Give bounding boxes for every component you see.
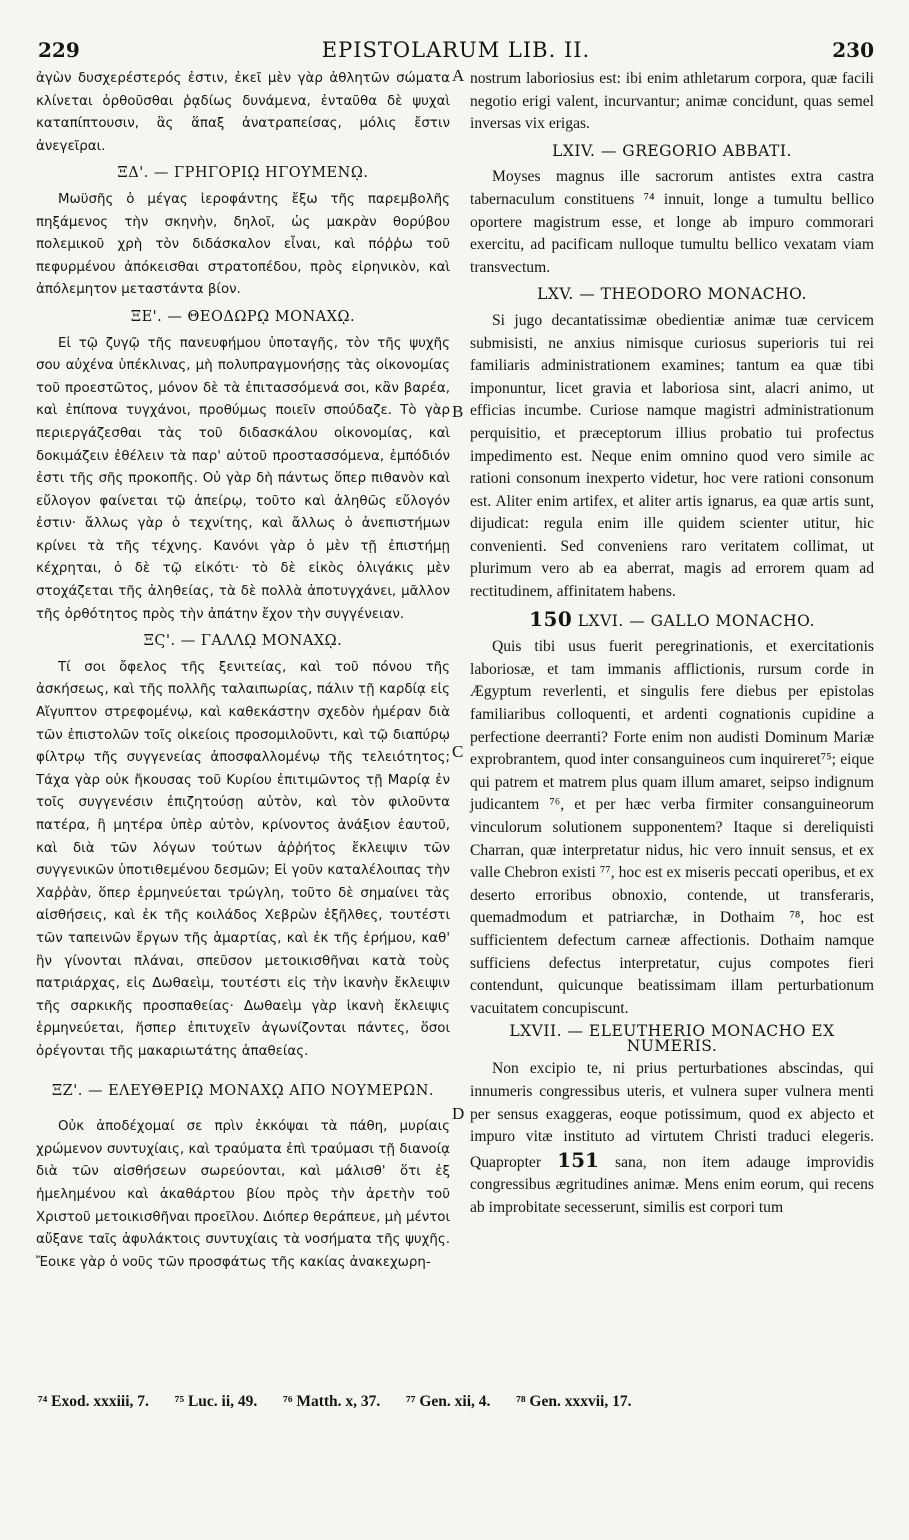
greek-paragraph-continuation: ἀγὼν δυσχερέστερός ἐστιν, ἐκεῖ μὲν γὰρ ἀθλητῶν σώματα κλίνεται ὀρθοῦσθαι ῥᾳδίως δυνάμενα, ἐνταῦθα δὲ ψυχαὶ καταπίπτουσιν, ἃς ἅπαξ ἀνατραπείσας, μόλις ἔστιν ἀνεγεῖραι.: [36, 71, 450, 154]
margin-marker-d: D: [452, 1104, 465, 1123]
migne-column-number-150: 150: [529, 606, 573, 631]
latin-heading-66-line: [470, 608, 874, 633]
page-number-left: 229: [38, 38, 80, 62]
footnote-75: ⁷⁵ Luc. ii, 49.: [174, 1393, 258, 1410]
greek-column: [36, 68, 450, 1274]
latin-heading-66: LXVI. — GALLO MONACHO.: [577, 611, 815, 630]
latin-paragraph-67: [470, 1058, 874, 1219]
greek-heading-64: ΞΔ'. — ΓΡΗΓΟΡΙῼ ΗΓΟΥΜΕΝῼ.: [117, 165, 369, 182]
latin-paragraph-64: Moyses magnus ille sacrorum antistes extra castra tabernaculum constituens ⁷⁴ innuit, longe a tumultu bellico oportere magistrum esse, et longe ab impuro commorari exercitu, ad pacificam nulloque tumultu bellico vexatam viam transvectum.: [470, 168, 874, 276]
greek-paragraph-66: Τί σοι ὄφελος τῆς ξενιτείας, καὶ τοῦ πόνου τῆς ἀσκήσεως, καὶ τῆς πολλῆς ταλαιπωρίας, πάλιν τῇ καρδίᾳ εἰς Αἴγυπτον στρεφομένῳ, καὶ καθεκάστην σχεδὸν ἡμέραν διὰ τῶν ἐπιστολῶν τοῖς οἰκείοις προσομιλοῦντι, καὶ τῷ διαπύρῳ φίλτρῳ τῆς συγγενείας ἀποσφαλλομένῳ τῆς τελειότητος; Τάχα γὰρ οὐκ ἤκουσας τοῦ Κυρίου ἐπιτιμῶντος τῇ Μαρίᾳ ἐν τοῖς συγγενέσιν ἐπιζητούσῃ αὐτὸν, καὶ τὸν φιλοῦντα πατέρα, ἢ μητέρα ὑπὲρ αὐτὸν, κρίνοντος ἀνάξιον ἑαυτοῦ, καὶ διὰ τῶν λόγων τούτων ἀῤῥήτος ἔκλειψιν τῶν συγγενικῶν ὑποτιθεμένου δεσμῶν; Εἰ γοῦν καταλέλοιπας τὴν Χαῤῥὰν, ὅπερ ἑρμηνεύεται τρώγλη, τοῦτο δὲ σημαίνει τὰς αἰσθήσεις, καὶ ἐκ τῆς κοιλάδος Χεβρὼν ἐξῆλθες, τουτέστι τῶν ταπεινῶν ἔργων τῆς ἁμαρτίας, καὶ ἐκ τῆς ἐρήμου, καθ' ἣν γίνονται πλάναι, σπεῦσον μετοικισθῆναι κατὰ τοὺς πατριάρχας, εἰς Δωθαεὶμ, τουτέστι εἰς τὴν ἱκανὴν ἔκλειψιν τῆς σαρκικῆς προσπαθείας· Δωθαεὶμ γὰρ ἱκανὴ ἔκλειψις ἑρμηνεύεται, ἥσπερ ἐπιτυχεῖν ἀγωνίζονται πάντες, ὅσοι ὀρέγονται τῆς μακαριωτάτης ἀπαθείας.: [36, 659, 450, 1059]
latin-paragraph-67-text: Non excipio te, ni prius perturbationes abscindas, qui innumeris congressibus uteris, et vulnera super vulnera menti per sensus exaggeras, eoque potissimum, quod ex abjecto et impuro vitæ instituto ad virtutem Christi traduci elegeris. Quapropter: [470, 1060, 874, 1171]
page-number-right: 230: [832, 38, 874, 62]
margin-marker-c: C: [452, 742, 464, 761]
footnote-76: ⁷⁶ Matth. x, 37.: [283, 1393, 381, 1410]
latin-paragraph-66: Quis tibi usus fuerit peregrinationis, et exercitationis laboriosæ, et tam immanis afflictionis, rursum corde in Ægyptum reverlenti, et singulis fere diebus per epistolas familiaribus colloquenti, et ardenti cognationis cupidine a perfectione deerranti? Forte enim non audisti Dominum Mariæ exprobrantem, quod inter consanguineos cum inquireret⁷⁵; eique qui patrem et matrem plus quam illum amaret, seipso indignum judicantem ⁷⁶, et per hæc verba firmiter consanguineorum vinculorum solutionem supponentem? Itaque si dereliquisti Charran, quæ interpretatur nidus, hic vero innuit sensus, et ex valle Chebron existi ⁷⁷, hoc est ex miseris peccati operibus, et ex deserto erroribus obnoxio, contende, ut transferaris, quemadmodum et patriarchæ, in Dothaim ⁷⁸, hoc est sufficientem defectum carneæ affectionis. Dothaim namque sufficiens defectus interpretatur, cujus compotes fieri contendunt, quicunque beatissimam illam perturbationum vacuitatem concupiscunt.: [470, 638, 874, 1017]
latin-column: [470, 68, 874, 1220]
page-header: [38, 38, 874, 66]
latin-heading-64: LXIV. — GREGORIO ABBATI.: [552, 141, 792, 160]
greek-paragraph-65: Εἰ τῷ ζυγῷ τῆς πανευφήμου ὑποταγῆς, τὸν τῆς ψυχῆς σου αὐχένα ὑπέκλινας, μὴ πολυπραγμονήσῃς τὰς οἰκονομίας τοῦ προεστῶτος, μόνον δὲ τὰ ἐπιτασσόμενά σοι, κἂν βαρέα, καὶ ἐπίπονα τυγχάνοι, προθύμως ποιεῖν σπούδαζε. Τὸ γὰρ περιεργάζεσθαι τὰς τοῦ διδασκάλου οἰκονομίας, καὶ δοκιμάζειν ἐθέλειν τὰ παρ' αὐτοῦ προστασσόμενα, ἐμπόδιόν ἐστι τῆς σῆς προκοπῆς. Οὐ γὰρ δὴ πάντως ὅπερ πιθανὸν καὶ εὔλογον φαίνεται τῷ ἀπείρῳ, τοῦτο καὶ ἀληθῶς εὔλογόν ἐστιν· ἄλλως γὰρ ὁ τεχνίτης, καὶ ἄλλως ὁ ἀνεπιστήμων κρίνει τὰ τῆς τέχνης. Κανόνι γὰρ ὁ μὲν τῇ ἐπιστήμῃ κέχρηται, ὁ δὲ τῷ εἰκότι· τὸ δὲ εἰκὸς ὀλιγάκις μὲν στοχάζεται τῆς ἀληθείας, τὰ δὲ πολλὰ ἀποτυγχάνει, μᾶλλον τῆς ὀρθότητος πρὸς τὴν ἀπάτην ἔχον τὴν συγγένειαν.: [36, 335, 450, 622]
margin-marker-b: B: [452, 402, 464, 421]
greek-heading-66: ΞϚ'. — ΓΑΛΛῼ ΜΟΝΑΧῼ.: [143, 633, 343, 650]
latin-paragraph-65: Si jugo decantatissimæ obedientiæ animæ tuæ cervicem submisisti, ne anxius nimisque curiosus superioris tui rei familiaris administrationem examines; tantum ea quæ tibi imponuntur, licet gravia et laboriosa sint, alacri animo, ut efficias incumbe. Curiose namque magistri administrationum perquisitio, et præceptorum illius probatio tui profectus impedimento est. Neque enim omnino quod vero simile ac rationi consonum inexperto videtur, hoc vere rationi consonum est. Aliter enim artifex, et aliter artis ignarus, ea quæ artis sunt, dijudicat: regula enim ille quidem scienter utitur, hic convenienti. Sed conveniens raro veritatem collimat, ut plurimum vero ab ea aberrat, magis ad errorem quam ad rectitudinem, affinitatem habens.: [470, 311, 874, 601]
latin-paragraph-67-text-cont: sana, non item adauge improvidis congressibus ægritudines animæ. Mens enim eorum, qui recens ab improbitate secesserunt, similis est corpori tum: [470, 1153, 874, 1216]
greek-heading-65: ΞΕ'. — ΘΕΟΔΩΡῼ ΜΟΝΑΧῼ.: [130, 308, 356, 325]
greek-paragraph-64: Μωϋσῆς ὁ μέγας ἱεροφάντης ἔξω τῆς παρεμβολῆς πηξάμενος τὴν σκηνὴν, δηλοῖ, ὡς μακρὰν θορύβου πολεμικοῦ χρὴ τὸν διδάσκαλον εἶναι, καὶ πόῤῥω τοῦ πεφυρμένου ἀπόκεισθαι στρατοπέδου, πρὸς εἰρηνικὸν, καὶ ἀπόλεμητον μεταστάντα βίον.: [36, 191, 450, 298]
footnote-77: ⁷⁷ Gen. xii, 4.: [406, 1393, 491, 1410]
latin-paragraph-continuation: nostrum laboriosius est: ibi enim athletarum corpora, quæ facili negotio erigi valent, incurvantur; animæ concidunt, quas semel inversas vix erigas.: [470, 70, 874, 133]
latin-heading-65: LXV. — THEODORO MONACHO.: [537, 285, 807, 304]
running-title: EPISTOLARUM LIB. II.: [321, 38, 591, 62]
margin-marker-a: A: [452, 66, 465, 85]
migne-column-number-151: 151: [557, 1147, 599, 1172]
footnotes: [38, 1393, 874, 1411]
greek-heading-67: ΞΖ'. — ΕΛΕΥΘΕΡΙῼ ΜΟΝΑΧῼ ΑΠΟ ΝΟΥΜΕΡΩΝ.: [51, 1082, 434, 1099]
greek-paragraph-67: Οὐκ ἀποδέχομαί σε πρὶν ἐκκόψαι τὰ πάθη, μυρίαις χρώμενον συντυχίαις, καὶ τραύματα ἐπὶ τραύμασι τῇ διανοίᾳ διὰ τῶν αἰσθήσεων σωρεύονται, καὶ μάλισθ' ὅτι ἐξ ἠμελημένου καὶ ἀκαθάρτου βίου πρὸς τὴν ἀρετὴν τοῦ Χριστοῦ μετοικισθῆναι προεῖλου. Διόπερ θεράπευε, μὴ μέντοι αὔξανε ταῖς ἀφυλάκτοις συντυχίαις τὰ νοσήματα τῆς ψυχῆς. Ἔοικε γὰρ ὁ νοῦς τῶν προσφάτως τῆς κακίας ἀνακεχωρη-: [36, 1119, 450, 1270]
footnote-78: ⁷⁸ Gen. xxxvii, 17.: [516, 1393, 632, 1410]
latin-heading-67: LXVII. — ELEUTHERIO MONACHO EX NUMERIS.: [509, 1022, 835, 1056]
footnote-74: ⁷⁴ Exod. xxxiii, 7.: [38, 1393, 149, 1410]
